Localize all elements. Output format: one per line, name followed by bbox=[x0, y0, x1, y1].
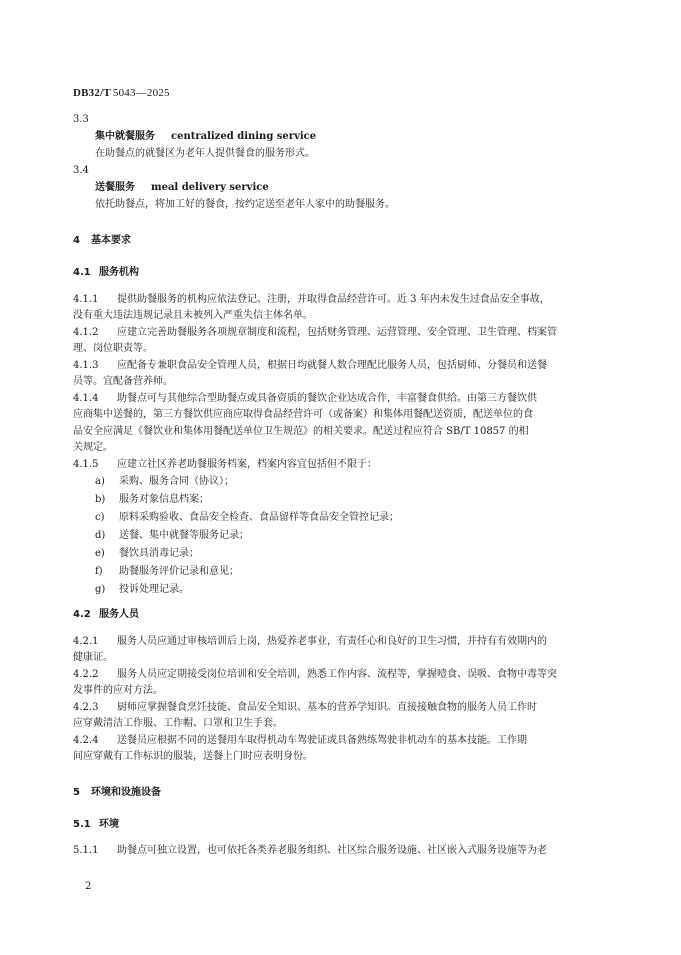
clause-4-2-2-line-1: 4.2.2 服务人员应定期接受岗位培训和安全培训，熟悉工作内容、流程等，掌握噎食、误吸、食物中毒等突 bbox=[73, 669, 557, 680]
term-title-en: meal delivery service bbox=[151, 182, 269, 193]
standard-code-header bbox=[73, 87, 170, 99]
list-item: a) 采购、服务合同（协议）； bbox=[95, 476, 234, 487]
clause-4-1-5-line-1: 4.1.5 应建立社区养老助餐服务档案，档案内容宜包括但不限于： bbox=[73, 459, 377, 470]
subsection-heading: 5.1 环境 bbox=[73, 819, 119, 830]
clause-4-2-1-line-1: 4.2.1 服务人员应通过审核培训后上岗，热爱养老事业，有责任心和良好的卫生习惯，并持有有效期内的 bbox=[73, 636, 547, 647]
clause-4-2-4-line-2: 间应穿戴有工作标识的服装，送餐上门时应表明身份。 bbox=[73, 751, 313, 762]
list-item: g) 投诉处理记录。 bbox=[95, 584, 189, 595]
subsection-heading: 4.1 服务机构 bbox=[73, 267, 139, 278]
term-title-en: centralized dining service bbox=[171, 131, 317, 142]
clause-4-1-4-line-1: 4.1.4 助餐点可与其他综合型助餐点或具备资质的餐饮企业达成合作，丰富餐食供给。由第三方餐饮供 bbox=[73, 393, 537, 404]
standard-code-prefix: DB32/T bbox=[73, 87, 111, 99]
clause-4-2-2-line-2: 发事件的应对方法。 bbox=[73, 685, 163, 696]
list-item: e) 餐饮具消毒记录； bbox=[95, 548, 199, 559]
term-title bbox=[95, 128, 635, 145]
list-item: c) 原料采购验收、食品安全检查、食品留样等食品安全管控记录； bbox=[95, 512, 399, 523]
term-title bbox=[95, 179, 635, 196]
clause-5-1-1-line-1: 5.1.1 助餐点可独立设置，也可依托各类养老服务组织、社区综合服务设施、社区嵌入式服务设施等为老 bbox=[73, 845, 547, 856]
standard-code-number: 5043—2025 bbox=[112, 87, 170, 99]
clause-4-1-2-line-1: 4.1.2 应建立完善助餐服务各项规章制度和流程，包括财务管理、运营管理、安全管理、卫生管理、档案管 bbox=[73, 327, 557, 338]
clause-4-1-4-line-2: 应商集中送餐的，第三方餐饮供应商应取得食品经营许可（或备案）和集体用餐配送资质，配送单位的食 bbox=[73, 409, 533, 420]
list-item: d) 送餐、集中就餐等服务记录； bbox=[95, 530, 249, 541]
term-title-zh: 送餐服务 bbox=[95, 182, 135, 193]
term-number: 3.3 bbox=[73, 114, 89, 125]
clause-4-2-3-line-2: 应穿戴清洁工作服、工作帽、口罩和卫生手套。 bbox=[73, 718, 283, 729]
term-title-zh: 集中就餐服务 bbox=[95, 131, 155, 142]
page-number: 2 bbox=[85, 881, 92, 892]
subsection-heading: 4.2 服务人员 bbox=[73, 609, 139, 620]
section-heading: 4 基本要求 bbox=[73, 235, 131, 246]
clause-4-1-1-line-1: 4.1.1 提供助餐服务的机构应依法登记、注册，并取得食品经营许可。近 3 年内未发生过食品安全事故， bbox=[73, 294, 550, 305]
clause-4-1-3-line-2: 员等。宜配备营养师。 bbox=[73, 376, 173, 387]
clause-4-1-3-line-1: 4.1.3 应配备专兼职食品安全管理人员，根据日均就餐人数合理配比服务人员，包括厨师、分餐员和送餐 bbox=[73, 360, 547, 371]
clause-4-2-3-line-1: 4.2.3 厨师应掌握餐食烹饪技能、食品安全知识、基本的营养学知识。直接接触食物的服务人员工作时 bbox=[73, 702, 537, 713]
clause-4-1-4-line-4: 关规定。 bbox=[73, 442, 113, 453]
clause-4-1-1-line-2: 没有重大违法违规记录且未被列入严重失信主体名单。 bbox=[73, 310, 313, 321]
section-heading: 5 环境和设施设备 bbox=[73, 787, 161, 798]
list-item: f) 助餐服务评价记录和意见； bbox=[95, 566, 239, 577]
term-definition: 依托助餐点，将加工好的餐食，按约定送至老年人家中的助餐服务。 bbox=[95, 199, 395, 210]
clause-4-2-4-line-1: 4.2.4 送餐员应根据不同的送餐用车取得机动车驾驶证或具备熟练驾驶非机动车的基本技能。工作期 bbox=[73, 735, 527, 746]
term-definition: 在助餐点的就餐区为老年人提供餐食的服务形式。 bbox=[95, 148, 315, 159]
term-number: 3.4 bbox=[73, 165, 89, 176]
clause-4-1-2-line-2: 理、岗位职责等。 bbox=[73, 343, 153, 354]
clause-4-1-4-line-3: 品安全应满足《餐饮业和集体用餐配送单位卫生规范》的相关要求。配送过程应符合 SB/T 10857 的相 bbox=[73, 426, 529, 437]
clause-4-2-1-line-2: 健康证。 bbox=[73, 652, 113, 663]
list-item: b) 服务对象信息档案； bbox=[95, 494, 209, 505]
